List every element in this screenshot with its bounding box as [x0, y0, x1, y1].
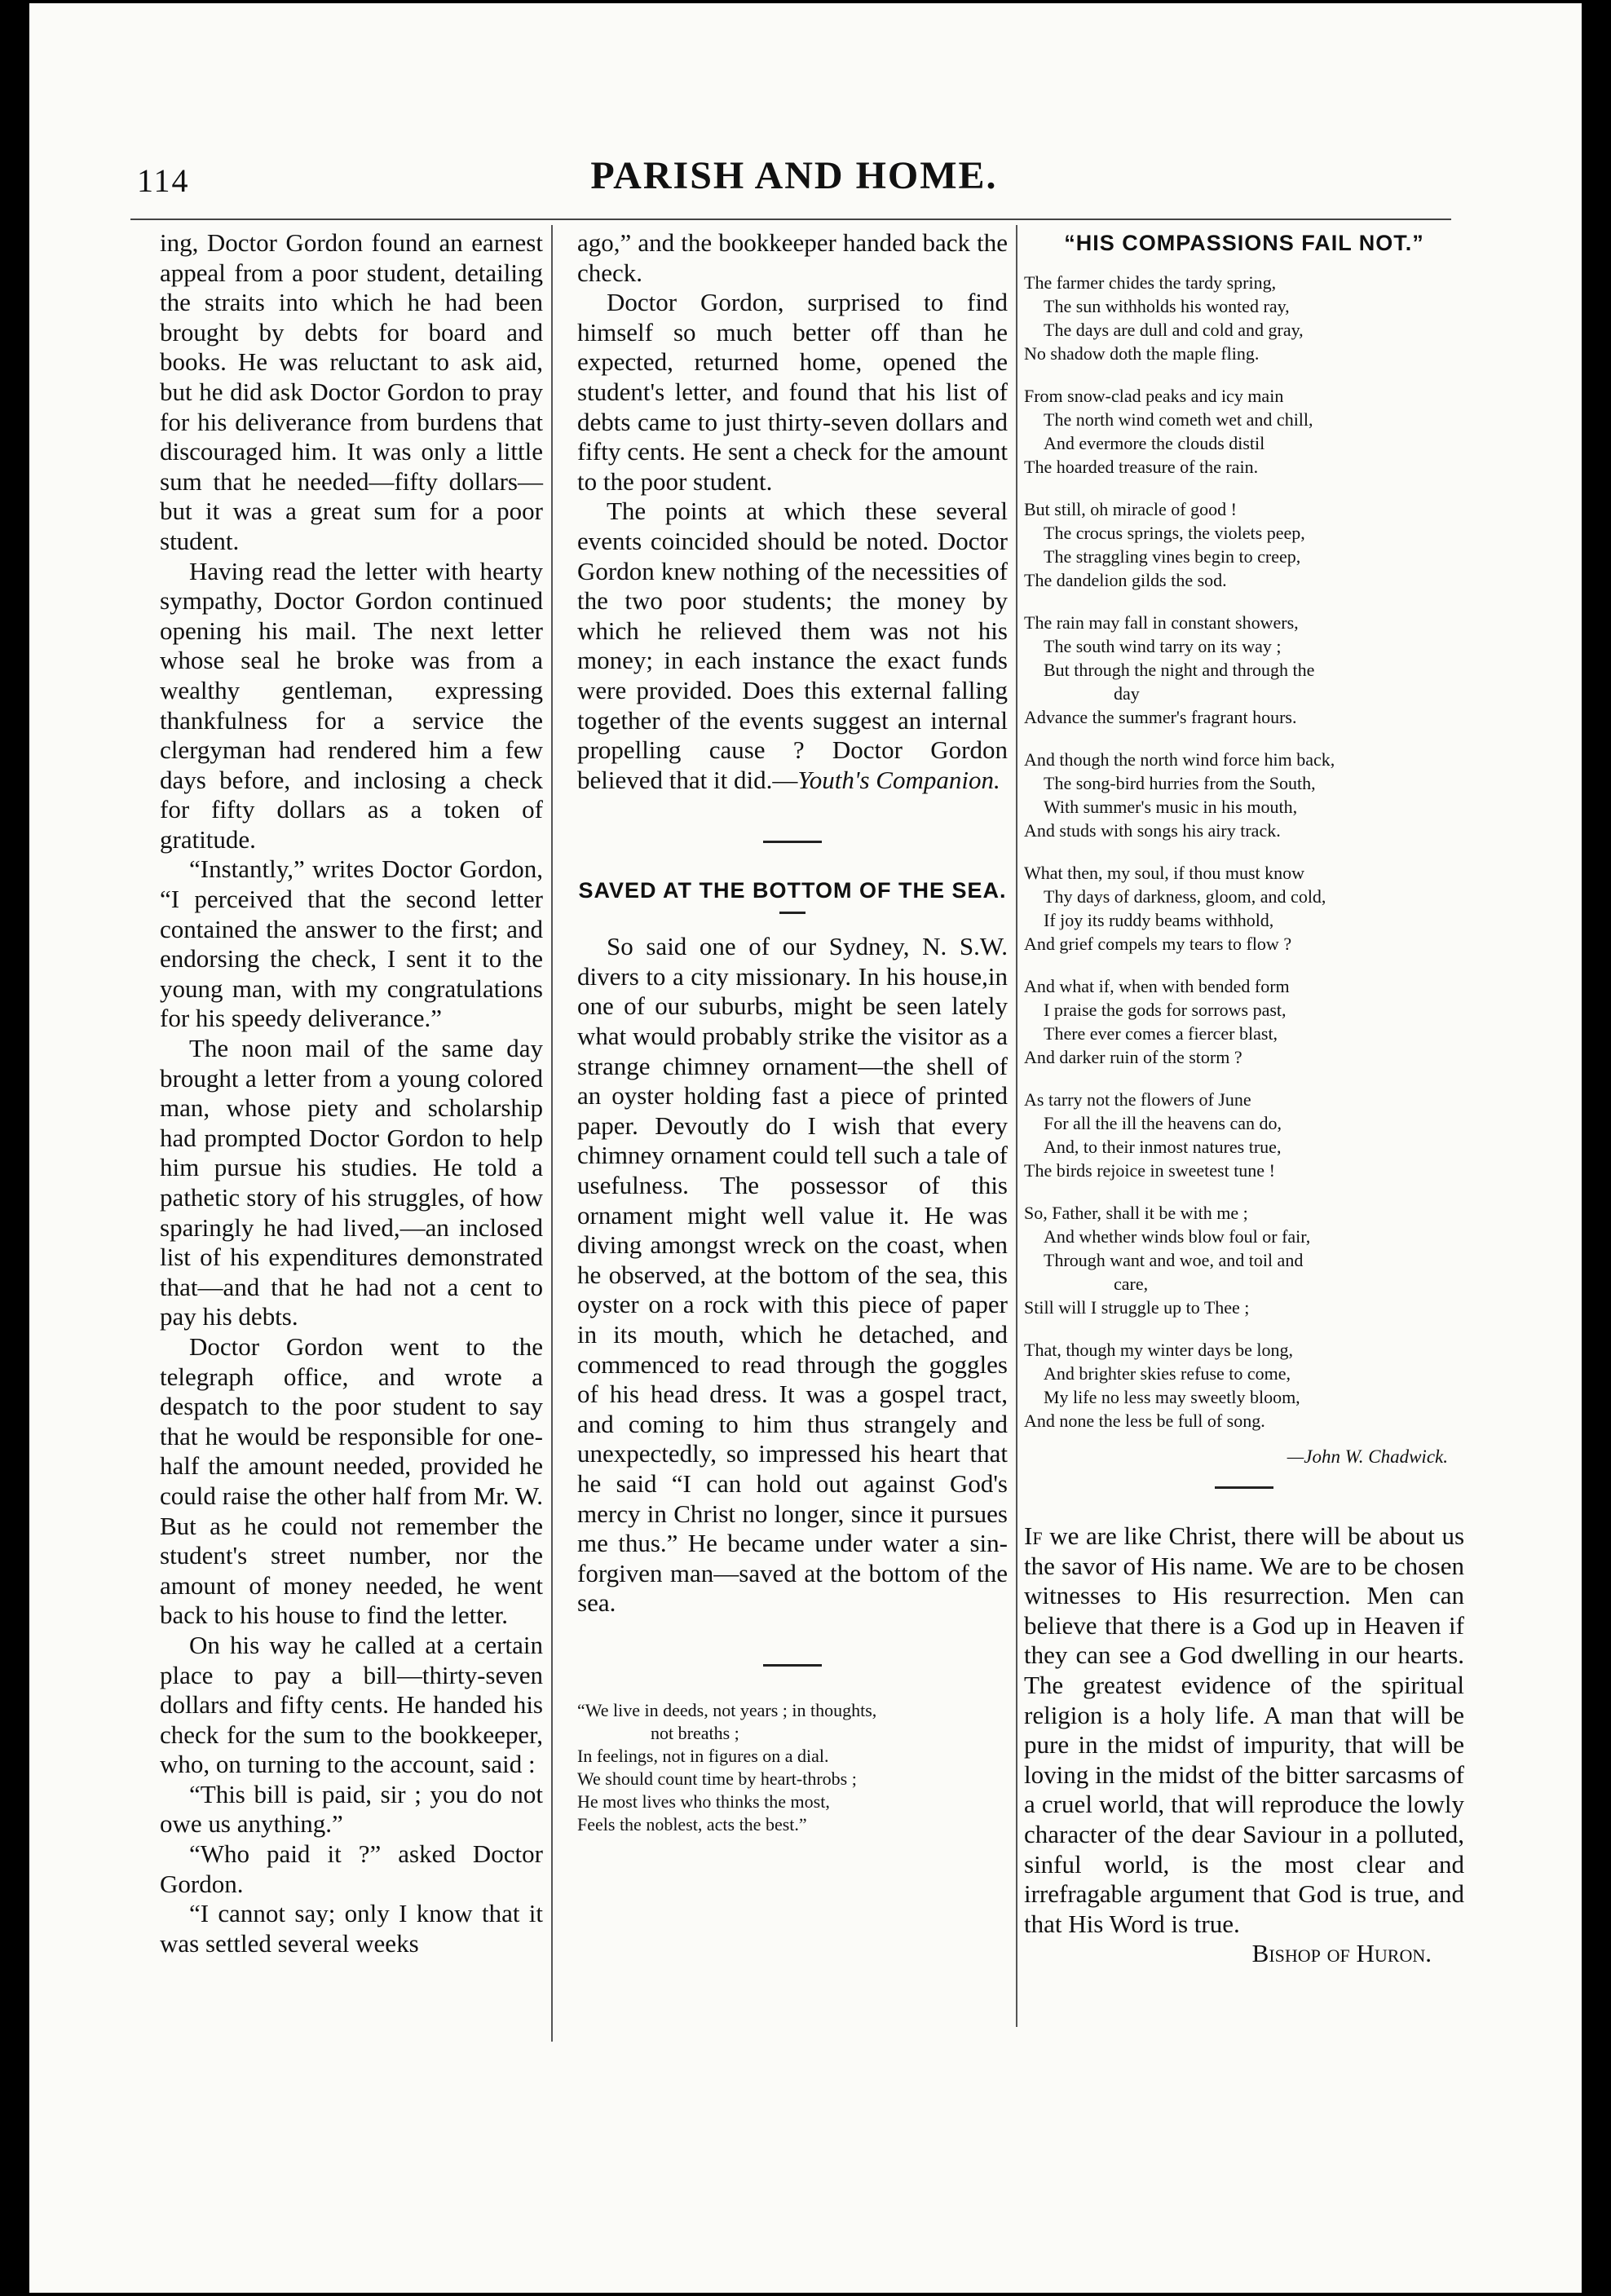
quote-line: not breaths ; [651, 1722, 739, 1743]
poem-stanza [1024, 1088, 1464, 1182]
poem-stanza [1024, 611, 1464, 729]
poem-line: And though the north wind force him back, [1024, 749, 1335, 770]
closing-signature [1024, 1939, 1464, 1969]
poem-line: And grief compels my tears to flow ? [1024, 934, 1292, 954]
page-number: 114 [137, 162, 190, 199]
poem-line: If joy its ruddy beams withhold, [1044, 910, 1274, 930]
poem-line: But through the night and through the [1044, 660, 1315, 680]
poem-line: My life no less may sweetly bloom, [1044, 1387, 1300, 1407]
closing-text: we are like Christ, there will be about us the savor of His name. We are to be chosen witnesses to His resurrection. Men can believe that there is a God up in Heaven if they can see a God dwelling in our hearts. The greatest evidence of the spiritual religion is a holy life. A man that will be pure in the midst of impurity, that will be loving in the midst of the bitter sarcasms of a cruel world, that will reproduce the lowly character of the dear Saviour in a polluted, sinful world, is the most clear and irrefragable argument that God is true, and that His Word is true. [1024, 1521, 1465, 1938]
closing-dropcap: If [1024, 1521, 1043, 1550]
quote-line: We should count time by heart-throbs ; [577, 1768, 857, 1789]
closing-quote [577, 1699, 1008, 1836]
article-paragraph: On his way he called at a certain place to pay a bill—thirty-seven dollars and fifty cents. He handed his check for the sum to the bookkeeper, who, on turning to the account, said : [160, 1630, 543, 1779]
section-divider [1215, 1486, 1273, 1489]
poem-line: The crocus springs, the violets peep, [1044, 523, 1305, 543]
poem-line: The farmer chides the tardy spring, [1024, 272, 1277, 293]
poem-line: The straggling vines begin to creep, [1044, 546, 1301, 567]
article-paragraph: Doctor Gordon, surprised to find himself so much better off than he expected, returned home, opened the student's letter, and found that his list of debts came to just thirty-seven dollars and fifty cents. He sent a check for the amount to the poor student. [577, 288, 1008, 496]
poem-stanza [1024, 974, 1464, 1069]
poem-stanza [1024, 1201, 1464, 1319]
article-source: Youth's Companion. [797, 765, 1000, 794]
poem-stanza [1024, 861, 1464, 956]
closing-signature-text: Bishop of Huron. [1251, 1939, 1432, 1968]
poem-line: But still, oh miracle of good ! [1024, 499, 1237, 519]
quote-line: In feelings, not in figures on a dial. [577, 1745, 829, 1766]
article-paragraph: ing, Doctor Gordon found an earnest appeal from a poor student, detailing the straits into which he had been brought by debts for board and books. He was reluctant to ask aid, but he did ask Doctor Gordon to pray for his deliverance from burdens that discouraged him. It was only a little sum that he needed—fifty dollars—but it was a great sum for a poor student. [160, 228, 543, 555]
page-header [137, 153, 1451, 202]
article-paragraph: “This bill is paid, sir ; you do not owe us anything.” [160, 1779, 543, 1839]
article-paragraph: The noon mail of the same day brought a letter from a young colored man, whose piety and scholarship had prompted Doctor Gordon to help him pursue his studies. He told a pathetic story of his struggles, of how sparingly he had lived,—an inclosed list of his expenditures demonstrated that—and that he had not a cent to pay his debts. [160, 1034, 543, 1331]
poem [1024, 271, 1464, 1468]
quote-line: Feels the noblest, acts the best.” [577, 1813, 807, 1835]
poem-line: From snow-clad peaks and icy main [1024, 386, 1284, 406]
article-paragraph: ago,” and the bookkeeper handed back the check. [577, 228, 1008, 287]
poem-line: The sun withholds his wonted ray, [1044, 296, 1290, 316]
poem-line: With summer's music in his mouth, [1044, 797, 1298, 817]
poem-stanza [1024, 1338, 1464, 1433]
heading-ornament [779, 912, 806, 914]
poem-line: And whether winds blow foul or fair, [1044, 1226, 1311, 1247]
poem-line: So, Father, shall it be with me ; [1024, 1203, 1248, 1223]
poem-line: As tarry not the flowers of June [1024, 1089, 1251, 1110]
poem-line: And, to their inmost natures true, [1044, 1137, 1282, 1157]
section-heading: SAVED AT THE BOTTOM OF THE SEA. [578, 878, 1007, 903]
poem-line: The hoarded treasure of the rain. [1024, 457, 1259, 477]
article-paragraph: “Who paid it ?” asked Doctor Gordon. [160, 1839, 543, 1898]
section-divider [763, 841, 822, 843]
article-paragraph: “I cannot say; only I know that it was settled several weeks [160, 1899, 543, 1958]
poem-line: Through want and woe, and toil and [1044, 1250, 1304, 1270]
poem-line: The birds rejoice in sweetest tune ! [1024, 1160, 1275, 1181]
poem-line: I praise the gods for sorrows past, [1044, 1000, 1287, 1020]
poem-line: The rain may fall in constant showers, [1024, 612, 1299, 633]
poem-line: Thy days of darkness, gloom, and cold, [1044, 886, 1326, 907]
poem-line: The south wind tarry on its way ; [1044, 636, 1282, 656]
poem-stanza [1024, 748, 1464, 842]
poem-line: And none the less be full of song. [1024, 1411, 1265, 1431]
poem-line: For all the ill the heavens can do, [1044, 1113, 1282, 1133]
quote-line: He most lives who thinks the most, [577, 1790, 830, 1812]
poem-line: The north wind cometh wet and chill, [1044, 409, 1313, 430]
article-paragraph: Having read the letter with hearty sympathy, Doctor Gordon continued opening his mail. The next letter whose seal he broke was from a wealthy gentleman, expressing thankfulness for a service the clergyman had rendered him a few days before, and inclosing a check for fifty dollars as a token of gratitude. [160, 556, 543, 854]
column-3 [1024, 228, 1464, 1969]
article-paragraph [577, 497, 1008, 795]
poem-line: And darker ruin of the storm ? [1024, 1047, 1242, 1067]
header-rule [130, 219, 1451, 220]
poem-line: day [1114, 683, 1140, 704]
poem-line: And evermore the clouds distil [1044, 433, 1265, 453]
column-1 [160, 228, 543, 1958]
article-paragraph: “Instantly,” writes Doctor Gordon, “I perceived that the second letter contained the answer to the first; and endorsing the check, I sent it to the young man, with my congratulations for his speedy deliverance.” [160, 854, 543, 1033]
column-2 [577, 228, 1008, 1836]
poem-line: What then, my soul, if thou must know [1024, 863, 1305, 883]
closing-paragraph [1024, 1521, 1464, 1939]
poem-line: And what if, when with bended form [1024, 976, 1290, 996]
poem-line: There ever comes a fiercer blast, [1044, 1023, 1278, 1044]
poem-line: The days are dull and cold and gray, [1044, 320, 1304, 340]
poem-line: No shadow doth the maple fling. [1024, 343, 1260, 364]
poem-stanza [1024, 271, 1464, 365]
poem-line: And brighter skies refuse to come, [1044, 1363, 1291, 1384]
poem-line: The dandelion gilds the sod. [1024, 570, 1227, 590]
column-divider-right [1016, 225, 1017, 2027]
quote-line: “We live in deeds, not years ; in thoughts, [577, 1699, 877, 1720]
poem-line: care, [1114, 1274, 1149, 1294]
poem-line: The song-bird hurries from the South, [1044, 773, 1316, 793]
section-paragraph: So said one of our Sydney, N. S.W. divers to a city missionary. In his house,in one of our suburbs, might be seen lately what would probably strike the visitor as a strange chimney ornament—the shell of an oyster holding fast a piece of printed paper. Devoutly do I wish that every chimney ornament could tell such a tale of usefulness. The possessor of this ornament might well value it. He was diving amongst wreck on the coast, when he observed, at the bottom of the sea, this oyster on a rock with this piece of paper in its mouth, which he detached, and commenced to read through the goggles of his head dress. It was a gospel tract, and coming to him thus strangely and unexpectedly, so impressed his heart that he said “I can hold out against God's mercy in Christ no longer, since it pursues me thus.” He became under water a sin-forgiven man—saved at the bottom of the sea. [577, 932, 1008, 1618]
poem-line: Advance the summer's fragrant hours. [1024, 707, 1297, 727]
poem-title: “HIS COMPASSIONS FAIL NOT.” [1064, 231, 1424, 255]
article-paragraph: Doctor Gordon went to the telegraph office, and wrote a despatch to the poor student to say that he would be responsible for one-half the amount needed, provided he could raise the other half from Mr. W. But as he could not remember the student's street number, nor the amount of money needed, he went back to his house to find the letter. [160, 1331, 543, 1630]
poem-author: —John W. Chadwick. [1287, 1446, 1448, 1467]
section-divider [763, 1664, 822, 1667]
column-divider-left [551, 225, 553, 2042]
page-title: PARISH AND HOME. [590, 154, 998, 197]
poem-line: That, though my winter days be long, [1024, 1340, 1293, 1360]
article-text: The points at which these several events coincided should be noted. Doctor Gordon knew nothing of the necessities of the two poor students; the money by which he relieved them was not his money; in each instance the exact funds were provided. Does this external falling together of the events suggest an internal propelling cause ? Doctor Gordon believed that it did.— [577, 497, 1008, 794]
poem-line: And studs with songs his airy track. [1024, 820, 1281, 841]
poem-line: Still will I struggle up to Thee ; [1024, 1297, 1250, 1318]
poem-stanza [1024, 497, 1464, 592]
poem-stanza [1024, 384, 1464, 479]
